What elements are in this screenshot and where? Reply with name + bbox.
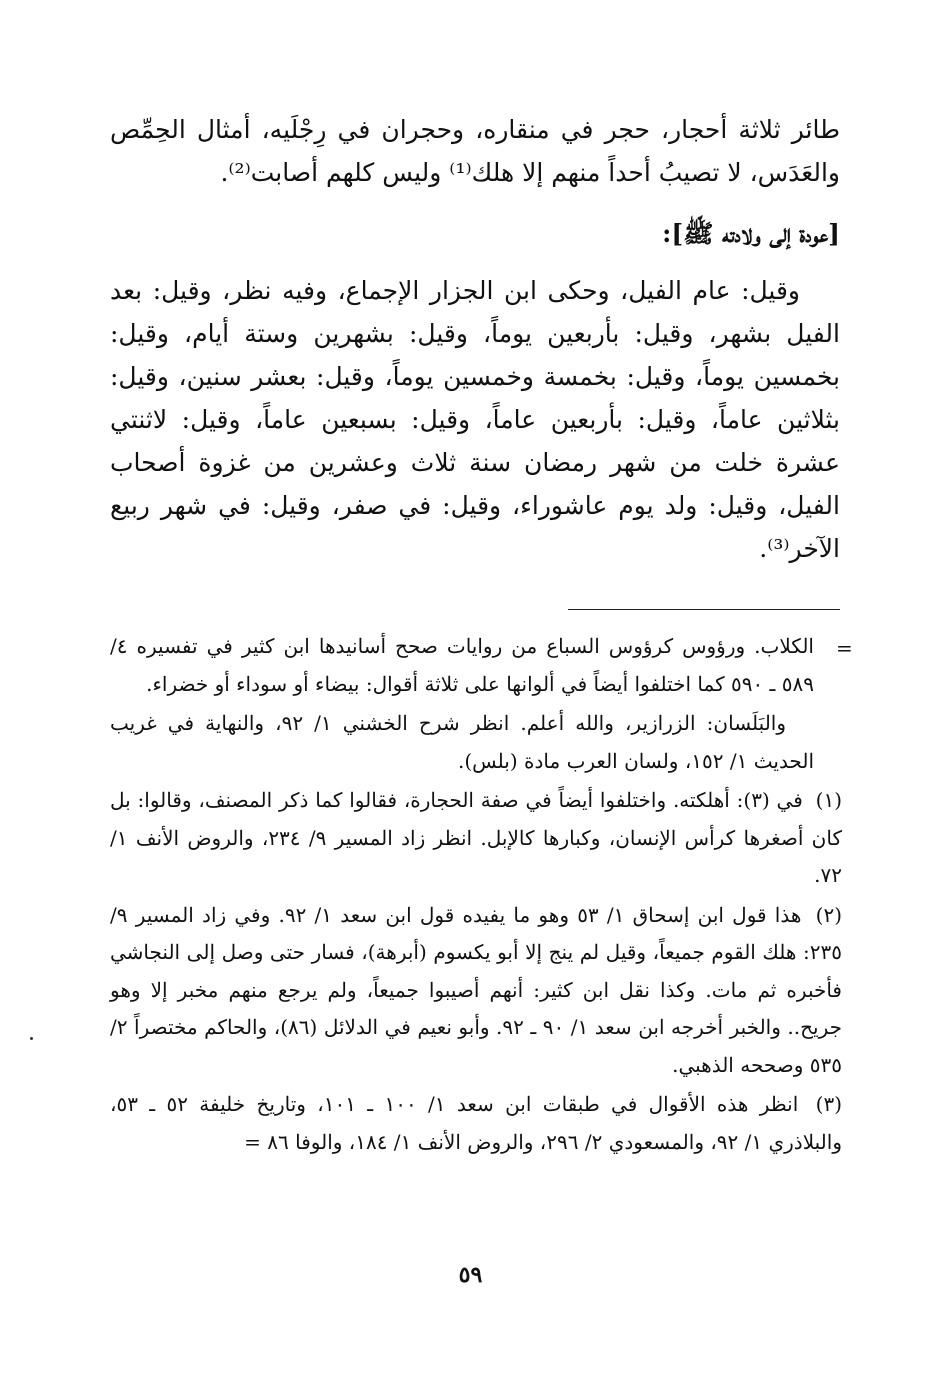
footnote-2-number: (٢) [815, 902, 843, 927]
main-paragraph-1: طائر ثلاثة أحجار، حجر في منقاره، وحجران في رِجْلَيه، أمثال الحِمِّص والعَدَس، لا تصيبُ أحداً منهم إلا هلك⁽¹⁾ وليس كلهم أصابت⁽²⁾. [110, 115, 840, 187]
footnote-3-text: انظر هذه الأقوال في طبقات ابن سعد ١/ ١٠٠ ـ ١٠١، وتاريخ خليفة ٥٢ ـ ٥٣، والبلاذري ١/ ٩٢، والمسعودي ٢/ ٢٩٦، والروض الأنف ١/ ١٨٤، والوفا ٨٦ = [110, 1092, 842, 1154]
footnote-continuation-text-2: والبَلَسان: الزرازير، والله أعلم. انظر شرح الخشني ١/ ٩٢، والنهاية في غريب الحديث ١/ ١٥٢، ولسان العرب مادة (بلس). [110, 711, 814, 773]
main-paragraph-2: وقيل: عام الفيل، وحكى ابن الجزار الإجماع، وفيه نظر، وقيل: بعد الفيل بشهر، وقيل: بأربعين يوماً، وقيل: بشهرين وستة أيام، وقيل: بخمسين يوماً، وقيل: بخمسة وخمسين يوماً، وقيل: بعشر سنين، وقيل: بثلاثين عاماً، وقيل: بأربعين عاماً، وقيل: بسبعين عاماً، وقيل: لاثنتي عشرة خلت من شهر رمضان سنة ثلاث وعشرين من غزوة أصحاب الفيل، وقيل: ولد يوم عاشوراء، وقيل: في صفر، وقيل: في شهر ربيع الآخر⁽³⁾. [110, 276, 840, 563]
footnote-2 [110, 897, 842, 1085]
continuation-mark: = [836, 636, 853, 660]
footnote-1-number: (١) [815, 788, 842, 812]
footnote-2-text: هذا قول ابن إسحاق ١/ ٥٣ وهو ما يفيده قول ابن سعد ١/ ٩٢. وفي زاد المسير ٩/ ٢٣٥: هلك القوم جميعاً، وقيل لم ينج إلا أبو يكسوم (أبرهة)، فسار حتى وصل إلى النجاشي فأخبره ثم مات. وكذا نقل ابن كثير: أنهم أصيبوا جميعاً، ولم يرجع منهم مخبر إلا وهو جريح.. والخبر أخرجه ابن سعد ١/ ٩٠ ـ ٩٢. وأبو نعيم في الدلائل (٨٦)، والحاكم مختصراً ٢/ ٥٣٥ وصححه الذهبي. [110, 902, 842, 1077]
footnote-3-number: (٣) [815, 1092, 843, 1116]
page-number: ٥٩ [458, 1262, 483, 1288]
footnote-divider [568, 609, 840, 610]
footnote-1 [110, 782, 842, 895]
footnotes-block [110, 628, 842, 1163]
main-text-block [110, 108, 840, 570]
section-heading: [عودة إلى ولادته ﷺ]: [662, 219, 840, 248]
footnote-continuation-text: الكلاب. ورؤوس كرؤوس السباع من روايات صحح أسانيدها ابن كثير في تفسيره ٤/ ٥٨٩ ـ ٥٩٠ كما اختلفوا أيضاً في ألوانها على ثلاثة أقوال: بيضاء أو سوداء أو خضراء. [110, 634, 814, 696]
scan-speck [30, 1037, 33, 1040]
footnote-continuation [110, 628, 842, 703]
footnote-3 [110, 1086, 842, 1161]
footnote-continuation-2 [110, 705, 842, 780]
footnote-1-text: في (٣): أهلكته. واختلفوا أيضاً في صفة الحجارة، فقالوا كما ذكر المصنف، وقالوا: بل كان أصغرها كرأس الإنسان، وكبارها كالإبل. انظر زاد المسير ٩/ ٢٣٤، والروض الأنف ١/ ٧٢. [110, 788, 842, 887]
